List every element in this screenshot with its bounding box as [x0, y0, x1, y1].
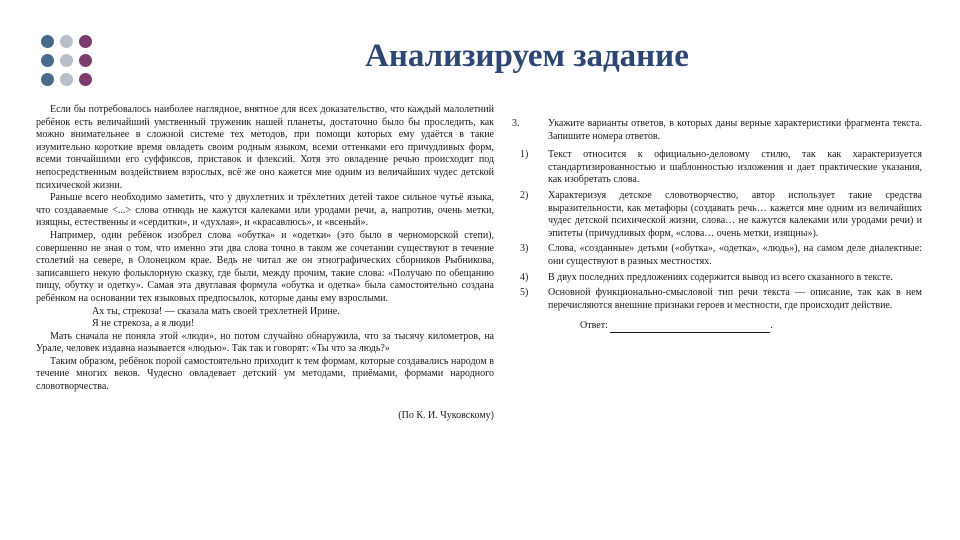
dialogue-line-1: Ах ты, стрекоза! — сказала мать своей трехлетней Ирине. [92, 305, 340, 317]
dot-icon [41, 54, 54, 67]
paragraph-3: Например, один ребёнок изобрел слова «обутка» и «одетки» (это было в черноморской степи), совершенно не зная о том, что именно эти два слова точно в таком же сочетании существуют в течение столетий на севере, в Олонецком крае. Ведь не читал же он этнографических сборников Рыбникова, записавшего некую фольклорную сказку, где были, между прочим, такие слова: «Получаю по обещанию пищу, обутку и одетку». Самая эта двуглавая формула «обутка и одетка» была самостоятельно создана ребёнком на основании тех языковых предпосылок, которые даны ему взрослыми. [36, 229, 494, 304]
answer-options [512, 149, 922, 312]
paragraph-2: Раньше всего необходимо заметить, что у двухлетних и трёхлетних детей такое сильное чутьё языка, что создаваемые <...> слова отнюдь не кажутся калеками или уродами речи, а, напротив, очень метки, изящны, естественны и «сердитки», и «духлая», и «красавлюсь», и «всеный». [36, 192, 494, 229]
dot-icon [60, 35, 73, 48]
dialogue-line-2: Я не стрекоза, а я люди! [92, 318, 195, 330]
task-block [512, 118, 922, 333]
dot-icon [79, 73, 92, 86]
dot-icon [79, 35, 92, 48]
list-item: 2) Характеризуя детское словотворчество, автор использует такие средства выразительности, как метафоры (создавать речь… кажется мне одним из величайших чудес детской психической жизни, слова… не кажутся калеками или уродами речи) и эпитеты (причудливых форм, «слова… очень метки, изящны»). [520, 189, 922, 239]
paragraph-5: Таким образом, ребёнок порой самостоятельно приходит к тем формам, которые создавались народом в течение многих веков. Чудесно овладевает детский ум методами, приёмами, формами народного словотворчества. [36, 355, 494, 393]
list-item: 1) Текст относится к официально-деловому стилю, так как характеризуется стандартизированностью и шаблонностью изложения и дает практические указания, как изобретать слова. [520, 149, 922, 186]
task-prompt [512, 118, 922, 143]
paragraph-1: Если бы потребовалось наиболее наглядное, внятное для всех доказательство, что каждый малолетний ребёнок есть величайший умственный труженик нашей планеты, достаточно было бы проследить, как можно внимательнее в сложной системе тех методов, при помощи которых ему удаётся в такие изумительно короткие время овладеть своим родным языком, всеми оттенками его причудливых форм, всеми тончайшими его суффиксов, приставок и флексий. Хотя это овладение речью происходит под непосредственным воздействием взрослых, всё же оно кажется мне одним из величайших чудес детской психической жизни. [36, 104, 494, 191]
answer-label: Ответ: [580, 320, 608, 332]
text-source: (По К. И. Чуковскому) [398, 409, 494, 421]
list-item: 5) Основной функционально-смысловой тип речи текста — описание, так как в нем перечисляются внешние признаки героев и местности, где происходит действие. [520, 287, 922, 311]
dot-icon [79, 54, 92, 67]
dot-icon [41, 35, 54, 48]
list-item: 4) В двух последних предложениях содержится вывод из всего сказанного в тексте. [520, 271, 893, 283]
dot-icon [41, 73, 54, 86]
source-text [36, 104, 494, 422]
dot-icon [60, 54, 73, 67]
paragraph-4: Мать сначала не поняла этой «люди», но потом случайно обнаружила, что за тысячу километров, на Урале, человек издавна называется «людью». Так так и говорят: «Ты что за людь?» [36, 330, 494, 355]
answer-field[interactable] [610, 322, 770, 333]
task-number: 3. [512, 118, 520, 129]
decorative-dots [41, 35, 101, 85]
page-title: Анализируем задание [365, 38, 689, 74]
answer-row: Ответ: . [580, 320, 773, 332]
list-item: 3) Слова, «созданные» детьми («обутка», «одетка», «людь»), на самом деле диалектные: они существуют в разных местностях. [520, 243, 922, 267]
task-text: Укажите варианты ответов, в которых даны верные характеристики фрагмента текста. Запишите номера ответов. [548, 118, 922, 142]
dot-icon [60, 73, 73, 86]
